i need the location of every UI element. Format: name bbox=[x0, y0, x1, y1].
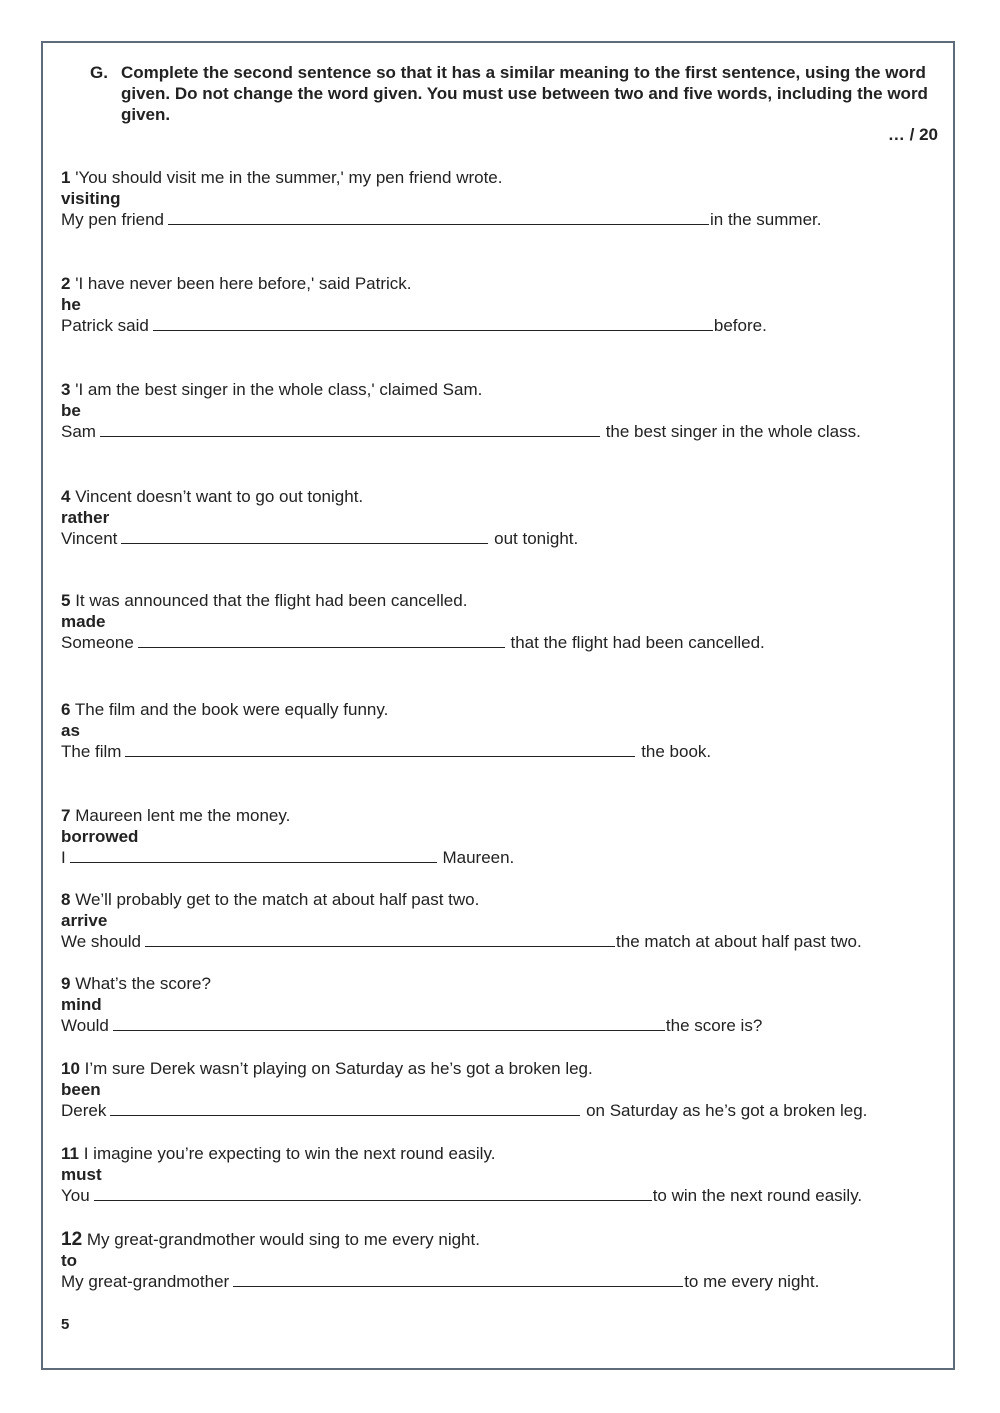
answer-blank[interactable] bbox=[168, 209, 709, 225]
question-number: 7 bbox=[61, 806, 71, 825]
page-number: 5 bbox=[61, 1316, 70, 1333]
answer-prefix: Someone bbox=[61, 633, 134, 652]
instructions-text: Complete the second sentence so that it has a similar meaning to the first sentence, using the word given. Do not change the word given. You must use between two and five words, including the word given. bbox=[121, 63, 928, 124]
question-2 bbox=[61, 273, 941, 336]
answer-blank[interactable] bbox=[100, 421, 600, 437]
question-sentence: My great-grandmother would sing to me every night. bbox=[86, 1230, 480, 1249]
answer-suffix: the book. bbox=[636, 742, 712, 761]
answer-suffix: the best singer in the whole class. bbox=[600, 422, 861, 441]
answer-prefix: You bbox=[61, 1186, 90, 1205]
question-number: 12 bbox=[61, 1229, 83, 1250]
question-keyword: made bbox=[61, 612, 106, 631]
question-9 bbox=[61, 973, 941, 1036]
question-keyword: rather bbox=[61, 508, 110, 527]
question-sentence: Maureen lent me the money. bbox=[75, 806, 291, 825]
answer-blank[interactable] bbox=[110, 1100, 580, 1116]
question-sentence: 'I am the best singer in the whole class,' claimed Sam. bbox=[75, 380, 483, 399]
question-keyword: arrive bbox=[61, 911, 108, 930]
question-5 bbox=[61, 590, 941, 653]
answer-blank[interactable] bbox=[125, 741, 635, 757]
answer-blank[interactable] bbox=[70, 847, 437, 863]
question-sentence: Vincent doesn’t want to go out tonight. bbox=[75, 487, 364, 506]
question-10 bbox=[61, 1058, 941, 1121]
answer-prefix: My great-grandmother bbox=[61, 1272, 230, 1291]
question-sentence: I’m sure Derek wasn’t playing on Saturday as he’s got a broken leg. bbox=[84, 1059, 593, 1078]
question-8 bbox=[61, 889, 941, 952]
question-number: 8 bbox=[61, 890, 71, 909]
question-number: 10 bbox=[61, 1059, 80, 1078]
answer-suffix: Maureen. bbox=[437, 848, 515, 867]
question-keyword: to bbox=[61, 1251, 78, 1270]
question-number: 6 bbox=[61, 700, 71, 719]
question-11 bbox=[61, 1143, 941, 1206]
question-number: 11 bbox=[61, 1144, 79, 1163]
answer-suffix: that the flight had been cancelled. bbox=[505, 633, 765, 652]
answer-blank[interactable] bbox=[113, 1015, 665, 1031]
answer-prefix: Sam bbox=[61, 422, 96, 441]
question-7 bbox=[61, 805, 941, 868]
question-keyword: borrowed bbox=[61, 827, 139, 846]
answer-blank[interactable] bbox=[145, 931, 615, 947]
answer-prefix: Patrick said bbox=[61, 316, 149, 335]
answer-suffix: in the summer. bbox=[710, 210, 822, 229]
answer-suffix: out tonight. bbox=[489, 529, 579, 548]
answer-prefix: Vincent bbox=[61, 529, 118, 548]
question-sentence: We’ll probably get to the match at about half past two. bbox=[75, 890, 480, 909]
question-keyword: visiting bbox=[61, 189, 121, 208]
question-keyword: mind bbox=[61, 995, 102, 1014]
answer-suffix: the score is? bbox=[665, 1016, 763, 1035]
question-number: 2 bbox=[61, 274, 71, 293]
instructions bbox=[90, 62, 930, 125]
question-keyword: been bbox=[61, 1080, 101, 1099]
question-number: 5 bbox=[61, 591, 71, 610]
question-sentence: 'You should visit me in the summer,' my pen friend wrote. bbox=[75, 168, 503, 187]
section-letter: G. bbox=[90, 63, 108, 82]
question-12 bbox=[61, 1229, 941, 1292]
question-4 bbox=[61, 486, 941, 549]
question-sentence: The film and the book were equally funny. bbox=[74, 700, 389, 719]
question-sentence: 'I have never been here before,' said Patrick. bbox=[75, 274, 412, 293]
question-number: 9 bbox=[61, 974, 71, 993]
question-sentence: I imagine you’re expecting to win the next round easily. bbox=[83, 1144, 496, 1163]
answer-suffix: to me every night. bbox=[684, 1272, 820, 1291]
answer-suffix: to win the next round easily. bbox=[652, 1186, 863, 1205]
answer-prefix: Would bbox=[61, 1016, 109, 1035]
question-keyword: be bbox=[61, 401, 81, 420]
question-number: 3 bbox=[61, 380, 71, 399]
answer-blank[interactable] bbox=[233, 1271, 683, 1287]
answer-prefix: Derek bbox=[61, 1101, 107, 1120]
question-number: 1 bbox=[61, 168, 71, 187]
answer-prefix: My pen friend bbox=[61, 210, 164, 229]
question-sentence: It was announced that the flight had been cancelled. bbox=[75, 591, 468, 610]
score-box: … / 20 bbox=[887, 125, 938, 144]
answer-prefix: I bbox=[61, 848, 66, 867]
question-sentence: What’s the score? bbox=[75, 974, 211, 993]
question-6 bbox=[61, 699, 941, 762]
question-number: 4 bbox=[61, 487, 71, 506]
answer-blank[interactable] bbox=[94, 1185, 652, 1201]
question-1 bbox=[61, 167, 941, 230]
answer-blank[interactable] bbox=[121, 528, 488, 544]
question-keyword: he bbox=[61, 295, 81, 314]
question-keyword: as bbox=[61, 721, 80, 740]
question-3 bbox=[61, 379, 941, 442]
answer-prefix: We should bbox=[61, 932, 142, 951]
question-keyword: must bbox=[61, 1165, 102, 1184]
answer-blank[interactable] bbox=[138, 632, 505, 648]
answer-suffix: the match at about half past two. bbox=[616, 932, 862, 951]
answer-blank[interactable] bbox=[153, 315, 713, 331]
answer-suffix: before. bbox=[713, 316, 767, 335]
answer-prefix: The film bbox=[61, 742, 122, 761]
answer-suffix: on Saturday as he’s got a broken leg. bbox=[581, 1101, 868, 1120]
